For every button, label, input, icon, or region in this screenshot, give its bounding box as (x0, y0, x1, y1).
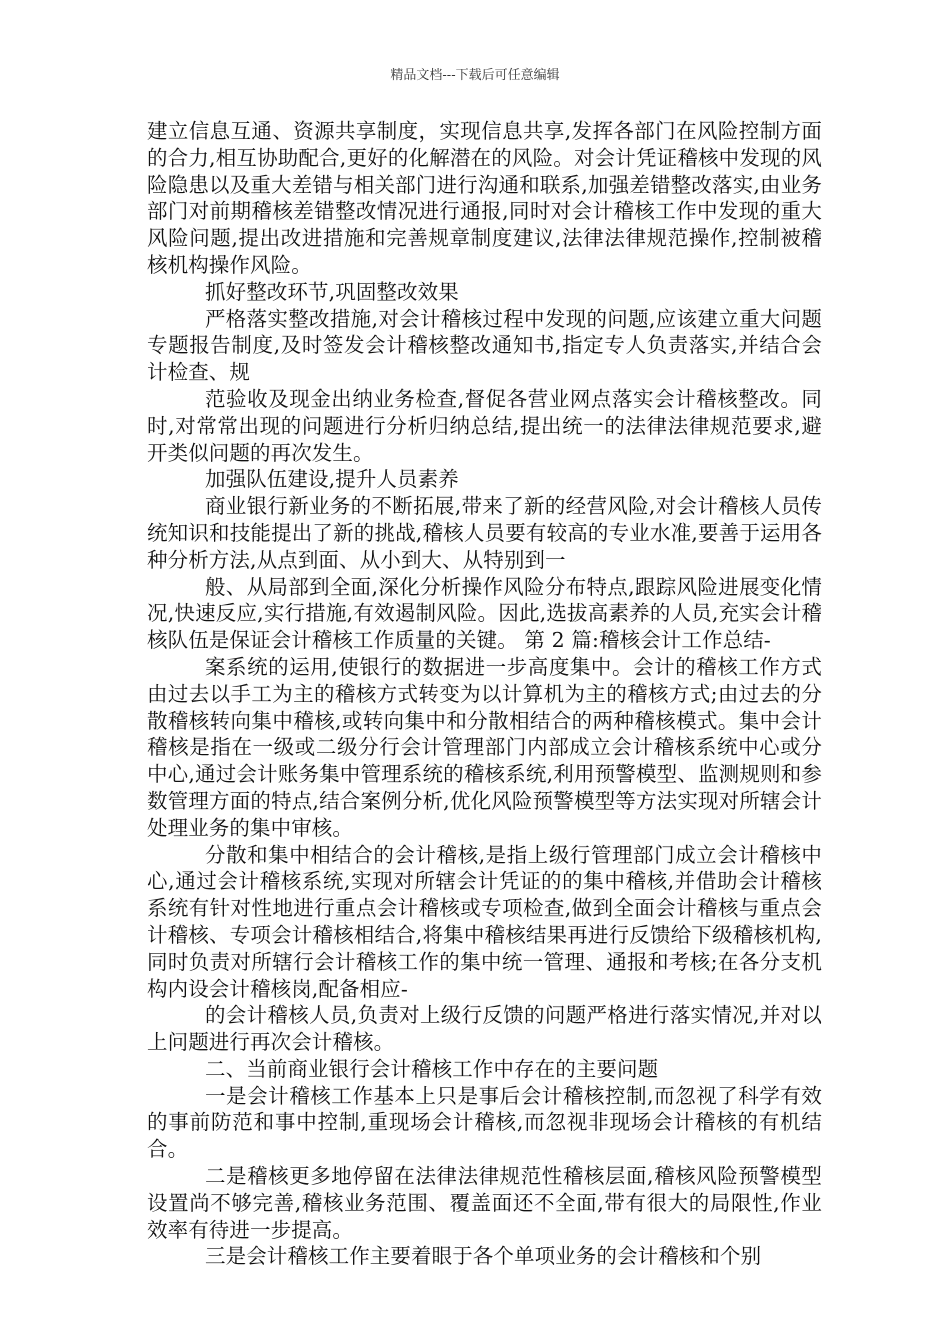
section-heading: 抓好整改环节,巩固整改效果 (205, 279, 459, 304)
paragraph: 三是会计稽核工作主要着眼于各个单项业务的会计稽核和个别 (205, 1244, 762, 1269)
paragraph: 案系统的运用,使银行的数据进一步高度集中。会计的稽核工作方式由过去以手工为主的稽核方式转变为以计算机为主的稽核方式;由过去的分散稽核转向集中稽核,或转向集中和分散相结合的两种稽核模式。集中会计稽核是指在一级或二级分行会计管理部门内部成立会计稽核系统中心或分中心,通过会计账务集中管理系统的稽核系统,利用预警模型、监测规则和参数管理方面的特点,结合案例分析,优化风险预警模型等方法实现对所辖会计处理业务的集中审核。 (147, 654, 822, 840)
document-body (147, 118, 822, 1270)
paragraph: 商业银行新业务的不断拓展,带来了新的经营风险,对会计稽核人员传统知识和技能提出了新的挑战,稽核人员要有较高的专业水准,要善于运用各种分析方法,从点到面、从小到大、从特别到一 (147, 494, 822, 572)
section-heading: 加强队伍建设,提升人员素养 (205, 467, 459, 492)
section-heading: 二、当前商业银行会计稽核工作中存在的主要问题 (205, 1056, 659, 1081)
paragraph: 般、从局部到全面,深化分析操作风险分布特点,跟踪风险进展变化情况,快速反应,实行措施,有效遏制风险。因此,选拔高素养的人员,充实会计稽核队伍是保证会计稽核工作质量的关键。 第 2 篇:稽核会计工作总结- (147, 574, 822, 653)
paragraph: 一是会计稽核工作基本上只是事后会计稽核控制,而忽视了科学有效的事前防范和事中控制,重现场会计稽核,而忽视非现场会计稽核的有机结合。 (147, 1083, 822, 1162)
paragraph: 的会计稽核人员,负责对上级行反馈的问题严格进行落实情况,并对以上问题进行再次会计稽核。 (147, 1003, 822, 1055)
paragraph: 建立信息互通、资源共享制度，实现信息共享,发挥各部门在风险控制方面的合力,相互协助配合,更好的化解潜在的风险。对会计凭证稽核中发现的风险隐患以及重大差错与相关部门进行沟通和联系,加强差错整改落实,由业务部门对前期稽核差错整改情况进行通报,同时对会计稽核工作中发现的重大风险问题,提出改进措施和完善规章制度建议,法律法律规范操作,控制被稽核机构操作风险。 (147, 119, 822, 277)
paragraph: 严格落实整改措施,对会计稽核过程中发现的问题,应该建立重大问题专题报告制度,及时签发会计稽核整改通知书,指定专人负责落实,并结合会计检查、规 (147, 306, 822, 385)
paragraph: 分散和集中相结合的会计稽核,是指上级行管理部门成立会计稽核中心,通过会计稽核系统,实现对所辖会计凭证的的集中稽核,并借助会计稽核系统有针对性地进行重点会计稽核或专项检查,做到全面会计稽核与重点会计稽核、专项会计稽核相结合,将集中稽核结果再进行反馈给下级稽核机构,同时负责对所辖行会计稽核工作的集中统一管理、通报和考核;在各分支机构内设会计稽核岗,配备相应- (147, 842, 822, 1001)
paragraph: 范验收及现金出纳业务检查,督促各营业网点落实会计稽核整改。同时,对常常出现的问题进行分析归纳总结,提出统一的法律法律规范要求,避开类似问题的再次发生。 (147, 386, 822, 465)
page-header: 精品文档---下载后可任意编辑 (390, 68, 560, 83)
paragraph: 二是稽核更多地停留在法律法律规范性稽核层面,稽核风险预警模型设置尚不够完善,稽核业务范围、覆盖面还不全面,带有很大的局限性,作业效率有待进一步提高。 (147, 1164, 822, 1242)
